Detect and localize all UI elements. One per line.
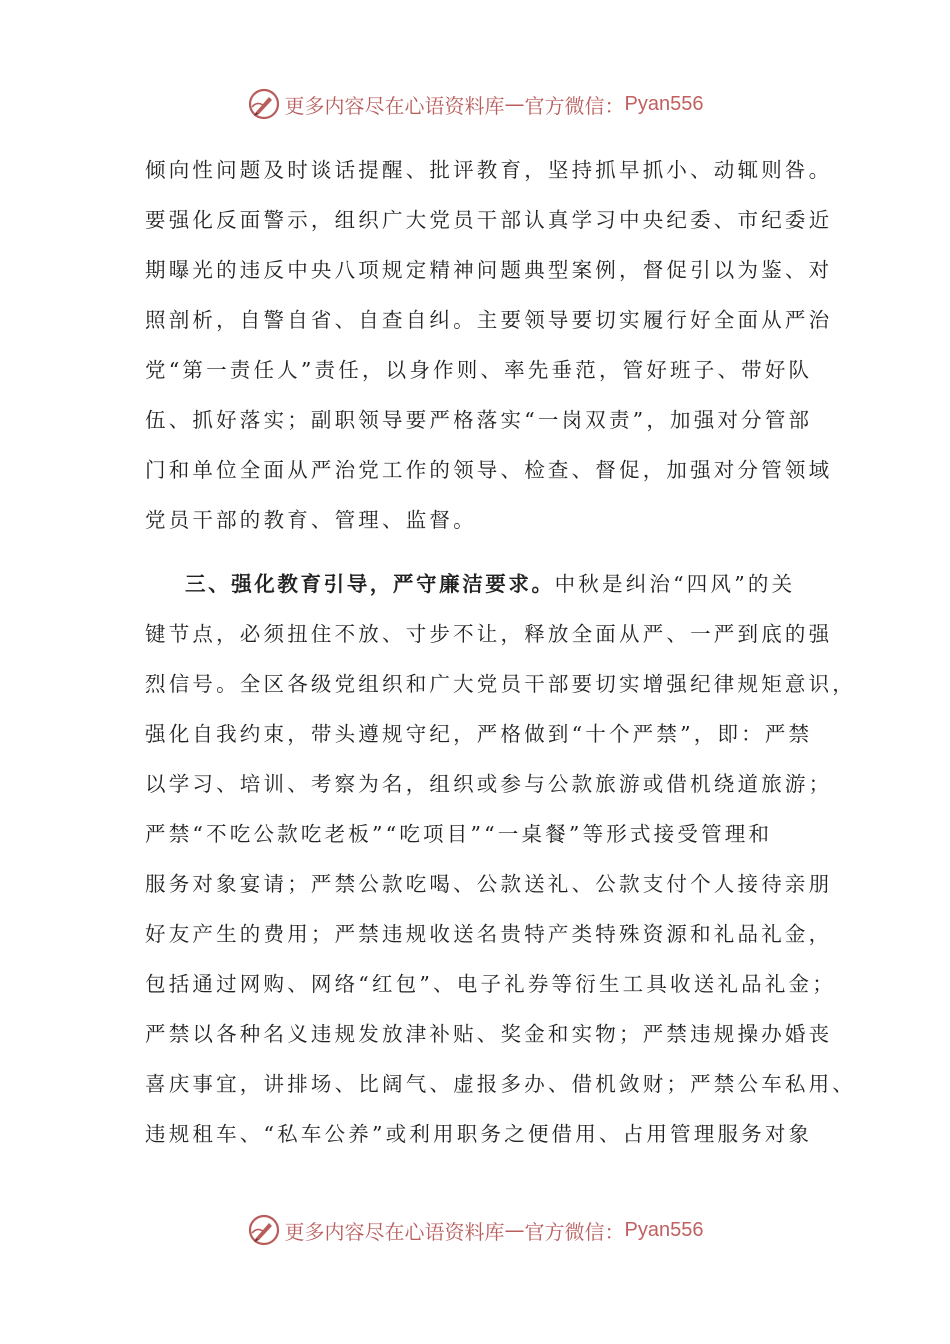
footer-watermark-banner: [0, 1210, 950, 1250]
banner-text: 更多内容尽在心语资料库: [284, 93, 505, 118]
paragraph-1: [145, 145, 833, 545]
header-watermark-banner: [0, 84, 950, 124]
text-line: 要强化反面警示，组织广大党员干部认真学习中央纪委、市纪委近: [145, 208, 833, 232]
text-line: 党“第一责任人”责任，以身作则、率先垂范，管好班子、带好队: [145, 358, 813, 382]
text-line: 喜庆事宜，讲排场、比阔气、虚报多办、借机敛财；严禁公车私用、: [145, 1072, 856, 1096]
section-3-first-line: [145, 559, 810, 609]
text-line: 照剖析，自警自省、自查自纠。主要领导要切实履行好全面从严治: [145, 308, 833, 332]
text-line: 违规租车、“私车公养”或利用职务之便借用、占用管理服务对象: [145, 1122, 813, 1146]
banner-text: 更多内容尽在心语资料库: [284, 1219, 505, 1244]
text-line: 以学习、培训、考察为名，组织或参与公款旅游或借机绕道旅游；: [145, 772, 833, 796]
text-line: 倾向性问题及时谈话提醒、批评教育，坚持抓早抓小、动辄则咎。: [145, 158, 833, 182]
text-line: 严禁以各种名义违规发放津补贴、奖金和实物；严禁违规操办婚丧: [145, 1022, 833, 1046]
banner-id: Pyan556: [624, 92, 704, 115]
pen-logo-icon: [247, 1213, 281, 1247]
text-line: 伍、抓好落实；副职领导要严格落实“一岗双责”，加强对分管部: [145, 408, 813, 432]
document-body: [145, 145, 856, 1159]
banner-label: 官方微信：: [524, 1219, 625, 1244]
banner-separator: —: [504, 92, 525, 116]
text-line: 好友产生的费用；严禁违规收送名贵特产类特殊资源和礼品礼金，: [145, 922, 833, 946]
text-line: 严禁“不吃公款吃老板”“吃项目”“一桌餐”等形式接受管理和: [145, 822, 773, 846]
banner-label: 官方微信：: [524, 93, 625, 118]
text-line: 包括通过网购、网络“红包”、电子礼券等衍生工具收送礼品礼金；: [145, 972, 836, 996]
text-line: 期曝光的违反中央八项规定精神问题典型案例，督促引以为鉴、对: [145, 258, 833, 282]
section-3: [145, 559, 856, 1159]
section-3-heading: 三、强化教育引导，严守廉洁要求。: [185, 572, 555, 596]
text-line: 服务对象宴请；严禁公款吃喝、公款送礼、公款支付个人接待亲朋: [145, 872, 833, 896]
text-line: 门和单位全面从严治党工作的领导、检查、督促，加强对分管领域: [145, 458, 833, 482]
text-line: 键节点，必须扭住不放、寸步不让，释放全面从严、一严到底的强: [145, 622, 833, 646]
banner-separator: —: [504, 1218, 525, 1242]
text-line: 党员干部的教育、管理、监督。: [145, 508, 477, 532]
pen-logo-icon: [247, 87, 281, 121]
section-3-first-text: 中秋是纠治“四风”的关: [554, 572, 796, 596]
text-line: 烈信号。全区各级党组织和广大党员干部要切实增强纪律规矩意识，: [145, 672, 856, 696]
banner-id: Pyan556: [624, 1218, 704, 1241]
text-line: 强化自我约束，带头遵规守纪，严格做到“十个严禁”，即：严禁: [145, 722, 813, 746]
